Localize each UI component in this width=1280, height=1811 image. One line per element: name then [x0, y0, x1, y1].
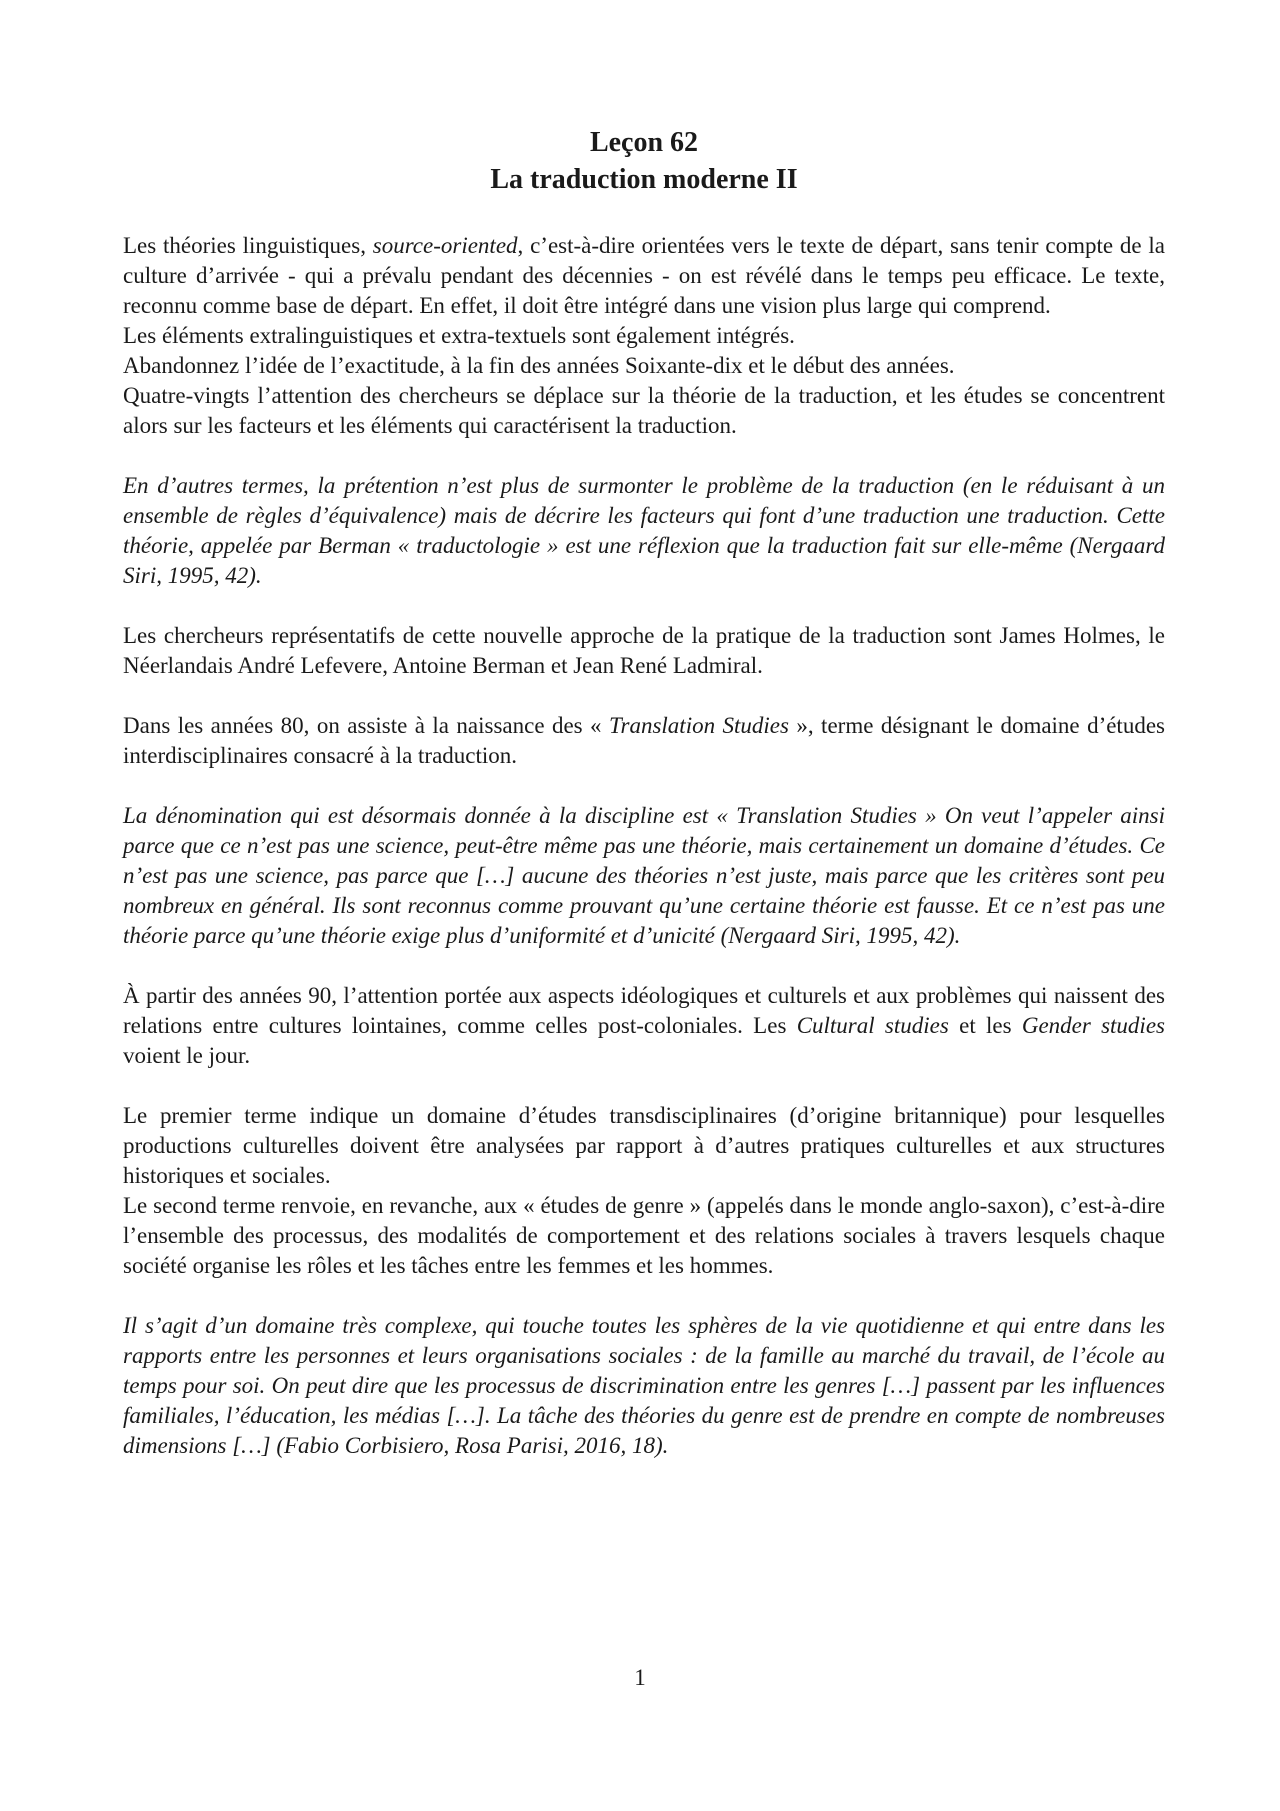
block-quote: La dénomination qui est désormais donnée à la discipline est « Translation Studies » On veut l’appeler ainsi parce que ce n’est pas une science, peut-être même pas une théorie, mais certainement un domaine d’études. Ce n’est pas une science, pas parce que […] aucune des théories n’est juste, mais parce que les critères sont peu nombreux en général. Ils sont reconnus comme prouvant qu’une certaine théorie est fausse. Et ce n’est pas une théorie parce qu’une théorie exige plus d’uniformité et d’unicité (Nergaard Siri, 1995, 42). [123, 803, 1165, 948]
paragraph: Les chercheurs représentatifs de cette nouvelle approche de la pratique de la traduction sont James Holmes, le Néerlandais André Lefevere, Antoine Berman et Jean René Ladmiral. [123, 623, 1165, 678]
paragraph: Le second terme renvoie, en revanche, aux « études de genre » (appelés dans le monde anglo-saxon), c’est-à-dire l’ensemble des processus, des modalités de comportement et des relations sociales à travers lesquels chaque société organise les rôles et les tâches entre les femmes et les hommes. [123, 1193, 1165, 1278]
block-quote: En d’autres termes, la prétention n’est plus de surmonter le problème de la traduction (en le réduisant à un ensemble de règles d’équivalence) mais de décrire les facteurs qui font d’une traduction une traduction. Cette théorie, appelée par Berman « traductologie » est une réflexion que la traduction fait sur elle-même (Nergaard Siri, 1995, 42). [123, 473, 1165, 588]
block-quote: Il s’agit d’un domaine très complexe, qui touche toutes les sphères de la vie quotidienne et qui entre dans les rapports entre les personnes et leurs organisations sociales : de la famille au marché du travail, de l’école au temps pour soi. On peut dire que les processus de discrimination entre les genres […] passent par les influences familiales, l’éducation, les médias […]. La tâche des théories du genre est de prendre en compte de nombreuses dimensions […] (Fabio Corbisiero, Rosa Parisi, 2016, 18). [123, 1313, 1165, 1458]
paragraph: Le premier terme indique un domaine d’études transdisciplinaires (d’origine britannique) pour lesquelles productions culturelles doivent être analysées par rapport à d’autres pratiques culturelles et aux structures historiques et sociales. [123, 1103, 1165, 1188]
emphasis: Translation Studies [608, 713, 789, 738]
emphasis: Gender studies [1021, 1013, 1165, 1038]
emphasis: Cultural studies [796, 1013, 949, 1038]
paragraph: Abandonnez l’idée de l’exactitude, à la fin des années Soixante-dix et le début des années. [123, 353, 955, 378]
lesson-number: Leçon 62 [589, 127, 699, 158]
emphasis: source-oriented [372, 233, 518, 258]
paragraph: Quatre-vingts l’attention des chercheurs se déplace sur la théorie de la traduction, et les études se concentrent alors sur les facteurs et les éléments qui caractérisent la traduction. [123, 383, 1165, 438]
paragraph: À partir des années 90, l’attention portée aux aspects idéologiques et culturels et aux problèmes qui naissent des relations entre cultures lointaines, comme celles post-coloniales. Les Cultural studies et les Gender studies voient le jour. [123, 983, 1165, 1068]
page-number: 1 [634, 1665, 646, 1690]
paragraph: Les éléments extralinguistiques et extra-textuels sont également intégrés. [123, 323, 795, 348]
lesson-title: La traduction moderne II [490, 164, 798, 195]
paragraph: Les théories linguistiques, source-oriented, c’est-à-dire orientées vers le texte de départ, sans tenir compte de la culture d’arrivée - qui a prévalu pendant des décennies - on est révélé dans le temps peu efficace. Le texte, reconnu comme base de départ. En effet, il doit être intégré dans une vision plus large qui comprend. [123, 233, 1165, 318]
paragraph: Dans les années 80, on assiste à la naissance des « Translation Studies », terme désignant le domaine d’études interdisciplinaires consacré à la traduction. [123, 713, 1165, 768]
page-title [123, 124, 1165, 198]
